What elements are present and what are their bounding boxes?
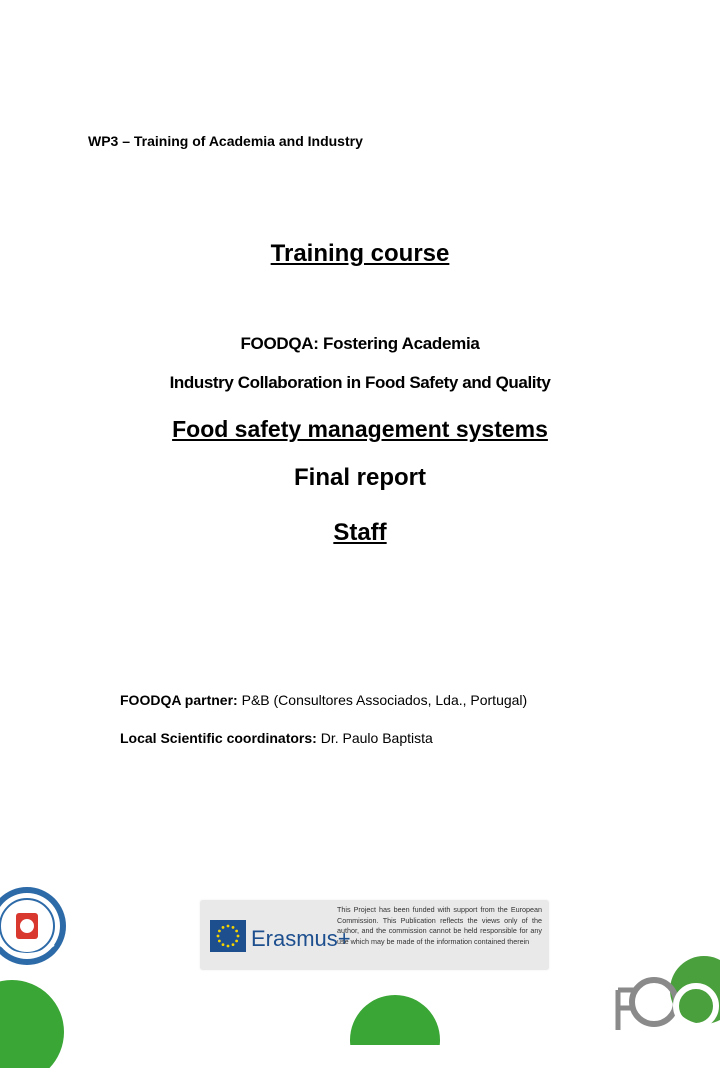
course-topic: Food safety management systems	[172, 416, 548, 442]
green-decoration-icon	[0, 968, 80, 1068]
funding-disclaimer: This Project has been funded with support from the European Commission. This Publication reflects the views only of the author, and the commission cannot be held responsible for any use which may be made of the information contained therein	[337, 905, 542, 946]
erasmus-logo-text: Erasmus+	[251, 926, 351, 951]
foodqa-logo-fragment-icon	[614, 950, 720, 1030]
project-name-line1: FOODQA: Fostering Academia	[240, 334, 480, 353]
partner-line	[120, 692, 527, 708]
university-seal-icon	[0, 885, 68, 967]
partner-label: FOODQA partner:	[120, 692, 238, 708]
coordinators-value: Dr. Paulo Baptista	[316, 730, 433, 746]
project-name-line2: Industry Collaboration in Food Safety and Quality	[169, 373, 551, 392]
report-title: Final report	[293, 464, 426, 491]
course-title: Training course	[270, 240, 450, 267]
green-decoration-icon	[340, 985, 450, 1045]
coordinators-label: Local Scientific coordinators:	[120, 730, 317, 746]
work-package-heading: WP3 – Training of Academia and Industry	[88, 133, 363, 149]
partner-value: P&B (Consultores Associados, Lda., Portugal)	[237, 692, 528, 708]
audience-label: Staff	[333, 519, 387, 546]
coordinators-line	[120, 730, 433, 746]
eu-flag-icon	[210, 920, 246, 952]
funding-acknowledgement-box	[201, 901, 548, 969]
